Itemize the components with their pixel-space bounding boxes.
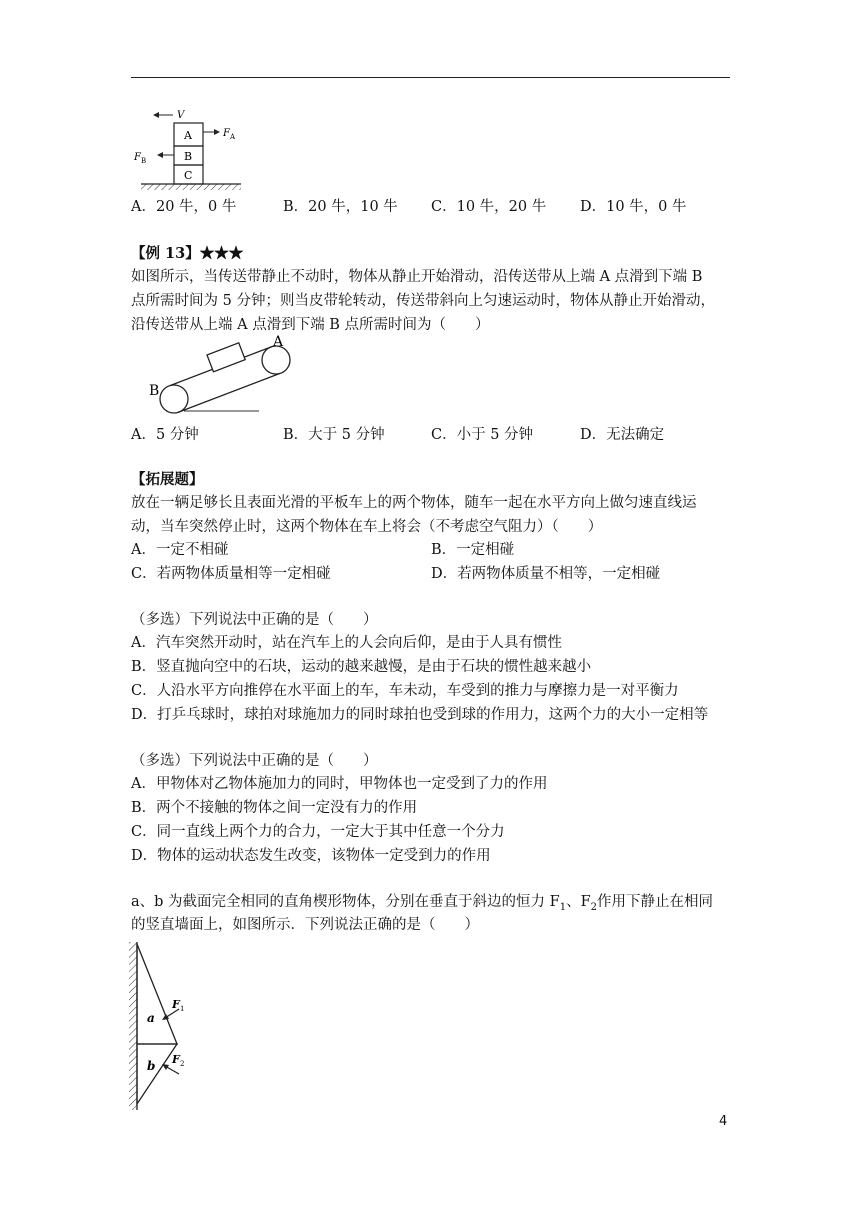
point-a-label: A	[273, 334, 284, 350]
conveyor-belt-figure	[131, 333, 301, 419]
q13-option-b: B．大于 5 分钟	[283, 427, 385, 443]
q13-stem-line: 如图所示，当传送带静止不动时，物体从静止开始滑动，沿传送带从上端 A 点滑到下端 B	[131, 269, 703, 285]
q13-option-c: C．小于 5 分钟	[431, 427, 534, 443]
ext-heading: 【拓展题】	[131, 471, 204, 488]
force-a-subscript: A	[230, 133, 236, 141]
q13-stem-line: 沿传送带从上端 A 点滑到下端 B 点所需时间为（ ）	[131, 317, 490, 333]
multi1-option-b: B．竖直抛向空中的石块，运动的越来越慢，是由于石块的惯性越来越小	[131, 659, 592, 675]
ext-stem-line: 放在一辆足够长且表面光滑的平板车上的两个物体，随车一起在水平方向上做匀速直线运	[131, 495, 697, 511]
prev-option-b: B．20 牛，10 牛	[283, 199, 398, 215]
block-b-label: B	[184, 150, 193, 163]
multi1-option-d: D．打乒乓球时，球拍对球施加力的同时球拍也受到球的作用力，这两个力的大小一定相等	[131, 707, 709, 723]
force-a-label: F	[223, 128, 230, 139]
multi1-option-c: C．人沿水平方向推停在水平面上的车，车未动，车受到的推力与摩擦力是一对平衡力	[131, 683, 679, 699]
ext-option-d: D．若两物体质量不相等，一定相碰	[431, 566, 661, 582]
pulley-a	[262, 346, 290, 374]
wedge-b-label: b	[147, 1059, 156, 1073]
multi2-option-a: A．甲物体对乙物体施加力的同时，甲物体也一定受到了力的作用	[131, 776, 548, 792]
q13-heading: 【例 13】★★★	[131, 245, 244, 262]
sliding-block	[207, 343, 245, 372]
prev-option-d: D．10 牛，0 牛	[580, 199, 687, 215]
multi2-option-d: D．物体的运动状态发生改变，该物体一定受到力的作用	[131, 848, 491, 864]
force-b-subscript: B	[141, 157, 147, 165]
q13-stem-line: 点所需时间为 5 分钟；则当皮带轮转动，传送带斜向上匀速运动时，物体从静止开始滑动，	[131, 293, 715, 309]
prev-option-c: C．10 牛，20 牛	[431, 199, 547, 215]
ext-option-a: A．一定不相碰	[131, 542, 229, 558]
block-a-label: A	[184, 129, 192, 142]
wedge-stem-line: a、b 为截面完全相同的直角楔形物体，分别在垂直于斜边的恒力 $F_1$、$F_2$作用下静止在相同	[131, 894, 714, 913]
block-c-label: C	[184, 169, 193, 182]
wedge-figure	[127, 938, 197, 1112]
ext-option-c: C．若两物体质量相等一定相碰	[131, 566, 331, 582]
force-f1-subscript: 1	[180, 1005, 185, 1013]
wedge-a	[137, 944, 177, 1044]
header-rule	[131, 77, 730, 78]
force-f2-subscript: 2	[180, 1060, 185, 1068]
force-f2-label: F	[172, 1053, 180, 1066]
stacked-blocks-figure	[131, 100, 261, 192]
wedge-stem-line: 的竖直墙面上，如图所示．下列说法正确的是（ ）	[131, 917, 479, 933]
ext-option-b: B．一定相碰	[431, 542, 515, 558]
force-f1-label: F	[172, 998, 180, 1011]
multi1-stem: （多选）下列说法中正确的是（ ）	[131, 612, 378, 628]
multi2-option-b: B．两个不接触的物体之间一定没有力的作用	[131, 800, 418, 816]
point-b-label: B	[149, 383, 160, 399]
wedge-a-label: a	[147, 1011, 155, 1025]
q13-option-d: D．无法确定	[580, 427, 665, 443]
page-number: 4	[719, 1114, 728, 1129]
q13-option-a: A．5 分钟	[131, 427, 199, 443]
ext-stem-line: 动，当车突然停止时，这两个物体在车上将会（不考虑空气阻力）（ ）	[131, 519, 603, 535]
multi2-option-c: C．同一直线上两个力的合力，一定大于其中任意一个分力	[131, 824, 505, 840]
pulley-b	[160, 385, 188, 413]
wedge-b	[137, 1044, 177, 1104]
multi1-option-a: A．汽车突然开动时，站在汽车上的人会向后仰，是由于人具有惯性	[131, 635, 562, 651]
velocity-label: V	[177, 110, 185, 121]
force-b-label: F	[134, 152, 141, 163]
multi2-stem: （多选）下列说法中正确的是（ ）	[131, 753, 378, 769]
prev-option-a: A．20 牛，0 牛	[131, 199, 237, 215]
